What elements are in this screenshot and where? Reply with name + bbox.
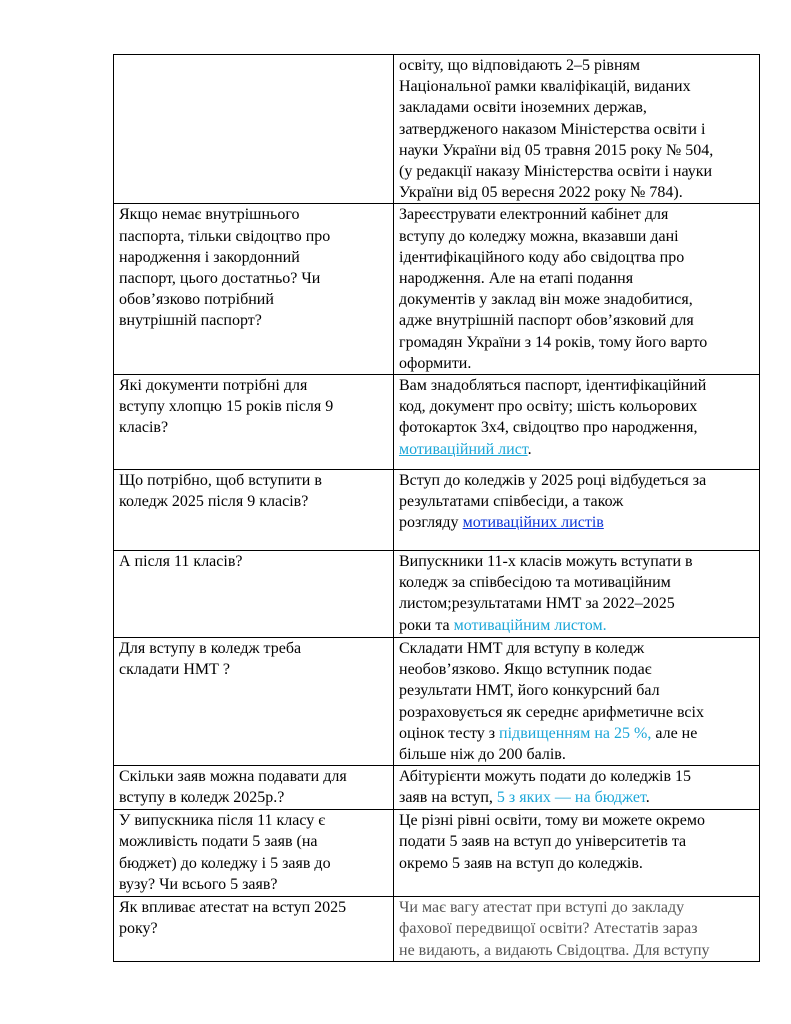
answer-cell	[394, 766, 760, 810]
table-row	[114, 766, 760, 810]
answer-cell	[394, 375, 760, 470]
highlight-text: 5 з яких — на бюджет	[496, 789, 646, 807]
answer-text: Складати НМТ для вступу в коледж необов’язково. Якщо вступник подає результати НМТ, його конкурсний бал розраховується як середнє арифметичне всіх оцінок тесту з	[399, 640, 704, 742]
answer-text: Вам знадобляться паспорт, ідентифікаційний код, документ про освіту; шість кольорових фотокарток 3х4, свідоцтво про народження,	[399, 377, 707, 437]
highlight-text: підвищенням на 25 %,	[499, 724, 652, 742]
question-cell: Як впливає атестат на вступ 2025 року?	[114, 897, 394, 962]
question-cell: Для вступу в коледж треба складати НМТ ?	[114, 638, 394, 766]
answer-cell	[394, 551, 760, 638]
question-cell: Якщо немає внутрішнього паспорта, тільки свідоцтво про народження і закордонний паспорт, цього достатньо? Чи обов’язково потрібний внутрішній паспорт?	[114, 204, 394, 375]
question-cell	[114, 55, 394, 204]
table-row	[114, 638, 760, 766]
motivation-letter-link[interactable]: мотиваційним листом.	[453, 616, 607, 634]
answer-cell	[394, 470, 760, 551]
table-row	[114, 204, 760, 375]
answer-text: Випускники 11-х класів можуть вступати в коледж за співбесідою та мотиваційним листом;результатами НМТ за 2022–2025 роки та	[399, 553, 693, 634]
table-row	[114, 375, 760, 470]
answer-cell: Зареєструвати електронний кабінет для вступу до коледжу можна, вказавши дані ідентифікаційного коду або свідоцтва про народження. Але на етапі подання документів у заклад він може знадобитися, адже внутрішній паспорт обов’язковий для громадян України з 14 років, тому його варто оформити.	[394, 204, 760, 375]
table-row	[114, 55, 760, 204]
answer-tail: .	[527, 440, 532, 458]
table-row	[114, 810, 760, 897]
answer-tail: .	[645, 789, 650, 807]
answer-text: Абітурієнти можуть подати до коледжів 15 заяв на вступ,	[399, 768, 692, 807]
answer-tail: але не більше ніж до 200 балів.	[399, 724, 698, 764]
answer-cell: Чи має вагу атестат при вступі до закладу фахової передвищої освіти? Атестатів зараз не видають, а видають Свідоцтва. Для вступу	[394, 897, 760, 962]
faq-table	[113, 54, 760, 962]
question-cell: Які документи потрібні для вступу хлопцю 15 років після 9 класів?	[114, 375, 394, 470]
motivation-letter-link[interactable]: мотиваційний лист	[399, 440, 528, 458]
question-cell: Скільки заяв можна подавати для вступу в коледж 2025р.?	[114, 766, 394, 810]
question-cell: А після 11 класів?	[114, 551, 394, 638]
table-row	[114, 470, 760, 551]
answer-text: Вступ до коледжів у 2025 році відбудеться за результатами співбесіди, а також розгляду	[399, 472, 707, 532]
table-row	[114, 897, 760, 962]
table-row	[114, 551, 760, 638]
question-cell: Що потрібно, щоб вступити в коледж 2025 після 9 класів?	[114, 470, 394, 551]
motivation-letters-link[interactable]: мотиваційних листів	[462, 514, 604, 532]
question-cell: У випускника після 11 класу є можливість подати 5 заяв (на бюджет) до коледжу і 5 заяв до вузу? Чи всього 5 заяв?	[114, 810, 394, 897]
answer-cell	[394, 638, 760, 766]
answer-cell: Це різні рівні освіти, тому ви можете окремо подати 5 заяв на вступ до університетів та окремо 5 заяв на вступ до коледжів.	[394, 810, 760, 897]
answer-cell: освіту, що відповідають 2–5 рівням Національної рамки кваліфікацій, виданих закладами освіти іноземних держав, затвердженого наказом Міністерства освіти і науки України від 05 травня 2015 року № 504, (у редакції наказу Міністерства освіти і науки України від 05 вересня 2022 року № 784).	[394, 55, 760, 204]
